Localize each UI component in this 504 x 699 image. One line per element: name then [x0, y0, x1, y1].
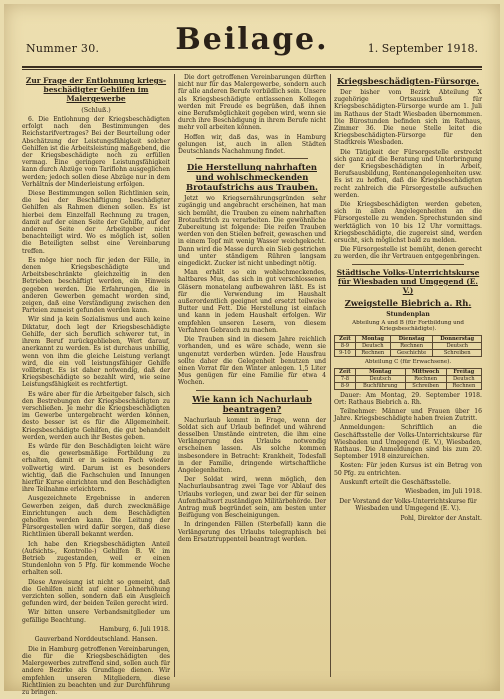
paragraph: Die in Hamburg getroffenen Vereinbarungen, die für die Kriegsbeschädigten des Malergewerbes zutreffend sind, sollen auch für andere Bezirke als Grundlage dienen. Wir empfehlen unseren Mitgliedern, diese Richtlinien zu beachten und zur Durchführung zu bringen. — [22, 645, 170, 697]
paragraph: Ich habe den Kriegsbeschädigten Anteil (Aufsichts-, Kontrolle-) Gehilfen B. W. im Betrieb zugestanden, weil er einen Stundenlohn von 5 Pfg. für kommende Woche erhalten soll. — [22, 540, 170, 577]
schedule-title: Stundenplan — [386, 310, 430, 318]
masthead-rule — [22, 69, 482, 70]
table-header: Freitag — [446, 368, 481, 375]
table-cell: Deutsch — [355, 375, 405, 382]
column-1 — [22, 74, 170, 697]
section-divider — [196, 390, 308, 391]
paragraph: Der Soldat wird, wenn möglich, den Nachurlaubsantrag zwei Tage vor Ablauf des Urlaubs vorlegen, und zwar bei der für seinen Aufenthaltsort zuständigen Militärbehörde. Der Antrag muß begründet sein, am besten unter Beifügung von Bescheinigungen. — [178, 476, 326, 520]
paragraph: Hoffen wir, daß das, was in Hamburg gelungen ist, auch in allen Städten Deutschlands Nachahmung findet. — [178, 133, 326, 156]
table-cell: 8-9 — [335, 343, 356, 350]
schedule-subtitle: Abteilung A und B (für Fortbildung und Kriegsbeschädigte). — [352, 319, 464, 333]
paragraph: Auskunft erteilt die Geschäftsstelle. — [340, 478, 451, 486]
paragraph: Teilnehmer: Männer und Frauen über 16 Jahre. Kriegsbeschädigte haben freien Zutritt. — [334, 408, 482, 423]
paragraph: Kosten: Für jeden Kursus ist ein Betrag von 50 Pfg. zu entrichten. — [334, 462, 482, 477]
signature-line: Der Vorstand der Volks-Unterrichtskurse für Wiesbaden und Umgegend (E. V.). — [339, 498, 477, 513]
table-row — [335, 375, 482, 382]
schedule-subtitle: Abteilung C (für Erwachsene). — [364, 359, 452, 366]
article-headline: Städtische Volks-Unterrichtskurse für Wiesbaden und Umgegend (E. V.) — [336, 267, 480, 295]
schedule-table — [334, 368, 482, 390]
table-cell: Rechnen — [355, 350, 390, 357]
paragraph: In dringenden Fällen (Sterbefall) kann die Verlängerung des Urlaubs telegraphisch bei dem Ersatztruppenteil beantragt werden. — [178, 521, 326, 543]
paragraph: Die dort getroffenen Vereinbarungen dürften nicht nur für das Malergewerbe, sondern auch für alle anderen Berufe vorbildlich sein. Unsere als Kriegsbeschädigte entlassenen Kollegen werden mit Freude es begrüßen, daß ihnen eine Berufsmöglichkeit gegeben wird, wenn sie durch ihre Beschädigung in ihrem Berufe nicht mehr voll arbeiten können. — [178, 74, 326, 132]
table-header: Mittwoch — [405, 368, 446, 375]
table-row — [335, 382, 482, 389]
paragraph: Die Trauben sind in diesem Jahre reichlich vorhanden, und es wäre schade, wenn sie ungenutzt verderben würden. Jede Hausfrau sollte daher die Gelegenheit benutzen und einen Vorrat für den Winter anlegen. 1,5 Liter Mus genügen für eine Familie für etwa 4 Wochen. — [178, 336, 326, 387]
table-header: Zeit — [335, 368, 356, 375]
paragraph: Es würde für den Beschädigten leicht wäre es, die gewerbsmäßige Fortbildung zu erhalten, damit er in seinem Fach wieder vollwertig wird. Darum ist es besonders wichtig, daß die Fachschulen und Innungen hierfür Kurse einrichten und den Beschädigten ihre Teilnahme erleichtern. — [22, 442, 170, 494]
article-headline: Wie kann ich Nachurlaub beantragen? — [192, 393, 312, 414]
paragraph: Der bisher vom Bezirk Abteilung X zugehörige Ortsausschuß für Kriegsbeschädigten-Fürsorge wurde am 1. Juli im Rathaus der Stadt Wiesbaden übernommen. Die Bürostunden befinden sich im Rathaus, Zimmer 36. Die neue Stelle leitet die Kriegsbeschädigten-Fürsorge für den Stadtkreis Wiesbaden. — [334, 89, 482, 147]
paragraph: Diese Bestimmungen sollen Richtlinien sein, die bei der Beschäftigung beschädigter Gehilfen als Rahmen dienen sollen. Es ist hierbei dem Einzelfall Rechnung zu tragen, damit auf der einen Seite der Gehilfe, auf der anderen Seite der Arbeitgeber nicht benachteiligt wird. Wo es möglich ist, sollen die Beteiligten selbst eine Vereinbarung treffen. — [22, 190, 170, 255]
masthead — [22, 22, 482, 68]
table-cell: Deutsch — [446, 375, 481, 382]
table-cell: Rechnen — [390, 343, 433, 350]
table-cell: Buchführung — [355, 382, 405, 389]
table-row — [335, 350, 482, 357]
paragraph: Wir bitten unsere Verbandsmitglieder um gefällige Beachtung. — [22, 609, 170, 624]
table-cell: Schreiben — [433, 350, 482, 357]
article-headline: Zur Frage der Entlohnung kriegs-beschädigter Gehilfen im Malergewerbe — [25, 76, 167, 103]
column-divider — [330, 74, 331, 677]
issue-number: Nummer 30. — [26, 42, 100, 55]
section-divider — [196, 158, 308, 159]
article-headline: Zweigstelle Biebrich a. Rh. — [344, 297, 472, 308]
newspaper-page — [4, 4, 500, 697]
table-header: Dienstag — [390, 336, 433, 343]
table-header: Montag — [355, 368, 405, 375]
table-header: Donnerstag — [433, 336, 482, 343]
table-cell: Geschichte — [390, 350, 433, 357]
paragraph: Die Fürsorgestelle ist bemüht, denen gerecht zu werden, die ihr Vertrauen entgegenbringen. — [334, 246, 482, 261]
paragraph: Wir sind ja kein Sozialismus und auch keine Diktatur, doch legt der Kriegsbeschädigte Gehilfe, der sich beruflich schwerer tut, in ihrem Beruf zurückgeblieben, Wert darauf, anerkannt zu werden. Es ist durchaus unbillig, wenn von ihm die gleiche Leistung verlangt wird, die ein voll leistungsfähiger Gehilfe vollbringt. Es ist daher notwendig, daß der Kriegsbeschädigte so bezahlt wird, wie seine Leistungsfähigkeit es rechtfertigt. — [22, 316, 170, 389]
article-headline: Kriegsbeschädigten-Fürsorge. — [336, 76, 480, 86]
page-title: Beilage. — [175, 22, 329, 57]
table-cell: Rechnen — [446, 382, 481, 389]
paragraph: Es wäre aber für die Arbeitgeber falsch, sich den Bestrebungen der Kriegsbeschädigten zu verschließen. Je mehr die Kriegsbeschädigten im Gewerbe untergebracht werden können, desto besser ist es für die Allgemeinheit. Kriegsbeschädigte Gehilfen, die gut behandelt werden, werden auch ihr Bestes geben. — [22, 390, 170, 441]
issue-date: 1. September 1918. — [367, 42, 478, 55]
paragraph: Nachurlaub kommt in Frage, wenn der Soldat sich auf Urlaub befindet und während desselben Umstände eintreten, die ihm eine Verlängerung des Urlaubs notwendig erscheinen lassen. Als solche kommen insbesondere in Betracht: Krankheit, Todesfall in der Familie, dringende wirtschaftliche Angelegenheiten. — [178, 416, 326, 474]
table-cell: Deutsch — [433, 343, 482, 350]
signature-line: Hamburg, 6. Juli 1918. — [99, 625, 170, 633]
paragraph: Es möge hier noch für jeden der Fälle, in denen Kriegsbeschädigte und Arbeitsbeschränkte gleichzeitig in den Betrieben beschäftigt werden, ein Hinweis gegeben werden. Die Erfahrungen, die in anderen Gewerben gemacht worden sind, zeigen, daß eine Verständigung zwischen den Parteien zumeist gefunden werden kann. — [22, 256, 170, 315]
paragraph: Diese Anweisung ist nicht so gemeint, daß die Gehilfen nicht auf einer Lohnerhöhung verzichten sollen, sondern daß ein Ausgleich gefunden wird, der beiden Teilen gerecht wird. — [22, 578, 170, 608]
article-subtitle: (Schluß.) — [81, 106, 111, 114]
table-cell: 7-8 — [335, 375, 356, 382]
paragraph: Dauer: Am Montag, 29. September 1918. Ort: Rathaus Biebrich a. Rh. — [334, 391, 482, 406]
paragraph: Die Kriegsbeschädigten werden gebeten, sich in allen Angelegenheiten an die Fürsorgestelle zu wenden. Sprechstunden sind werktäglich von 10 bis 12 Uhr vormittags. Kriegsbeschädigte, die zugereist sind, werden ersucht, sich möglichst bald zu melden. — [334, 201, 482, 245]
table-header: Zeit — [335, 336, 356, 343]
paragraph: Ausgezeichnete Ergebnisse in anderen Gewerben zeigen, daß durch zweckmäßige Einrichtungen auch dem Beschädigten geholfen werden kann. Die Leitung der Fürsorgestellen wird dafür sorgen, daß diese Richtlinien überall bekannt werden. — [22, 495, 170, 539]
table-cell: Rechnen — [405, 375, 446, 382]
table-header: Montag — [355, 336, 390, 343]
paragraph: Man erhält so ein wohlschmeckendes, haltbares Mus, das sich in gut verschlossenen Gläsern monatelang aufbewahren läßt. Es ist für die Verwendung im Haushalt außerordentlich geeignet und ersetzt teilweise Butter und Fett. Die Herstellung ist einfach und kann in jedem Haushalt erfolgen. Wir empfehlen unseren Lesern, von diesem Verfahren Gebrauch zu machen. — [178, 269, 326, 334]
article-headline: Die Herstellung nahrhaften und wohlschmeckenden Brotaufstrichs aus Trauben. — [186, 162, 318, 193]
table-cell: 8-9 — [335, 382, 356, 389]
paragraph: Anmeldungen: Schriftlich an die Geschäftsstelle der Volks-Unterrichtskurse für Wiesbaden und Umgegend (E. V.), Wiesbaden, Rathaus. Die Anmeldungen sind bis zum 20. September 1918 einzureichen. — [334, 424, 482, 461]
table-row — [335, 343, 482, 350]
column-2 — [178, 74, 326, 677]
paragraph: Die Tätigkeit der Fürsorgestelle erstreckt sich ganz auf die Beratung und Unterbringung der Kriegsbeschädigten in Arbeit, Berufsausbildung, Rentenangelegenheiten usw. Es ist zu hoffen, daß die Kriegsbeschädigten recht zahlreich die Fürsorgestelle aufsuchen werden. — [334, 148, 482, 199]
section-divider — [352, 264, 464, 265]
column-divider — [174, 74, 175, 677]
paragraph: 6. Die Entlohnung der Kriegsbeschädigten erfolgt nach den Bestimmungen des Reichstarifvertrages? Bei der Beurteilung oder Abschätzung der Leistungsfähigkeit solcher Gehilfen ist die Arbeitsleistung maßgebend, die der Kriegsbeschädigte noch zu erfüllen vermag. Eine geringere Leistungsfähigkeit kann durch Abzüge vom Tariflohn ausgeglichen werden; jedoch sollen diese Abzüge nur in dem Verhältnis der Minderleistung erfolgen. — [22, 116, 170, 188]
schedule-table — [334, 335, 482, 357]
column-3 — [334, 74, 482, 677]
table-cell: Deutsch — [355, 343, 390, 350]
table-cell: 9-10 — [335, 350, 356, 357]
signature-line: Wiesbaden, im Juli 1918. — [405, 488, 482, 496]
signature-line: Gauverband Norddeutschland. Hansen. — [34, 635, 158, 643]
paragraph: Jetzt wo Kriegsernährungsgründen sehr zugängig und angebracht erscheinen, hat man sich bemüht, die Trauben zu einem nahrhaften Brotaufstrich zu verarbeiten. Die gewöhnliche Zubereitung ist folgende: Die reifen Trauben werden von den Stielen befreit, gewaschen und in einem Topf mit wenig Wasser weichgekocht. Dann wird die Masse durch ein Sieb gestrichen und unter ständigem Rühren langsam eingedickt. Zucker ist nicht unbedingt nötig. — [178, 195, 326, 268]
table-cell: Schreiben — [405, 382, 446, 389]
columns — [22, 74, 482, 697]
signature-line: Pohl, Direktor der Anstalt. — [400, 515, 482, 523]
